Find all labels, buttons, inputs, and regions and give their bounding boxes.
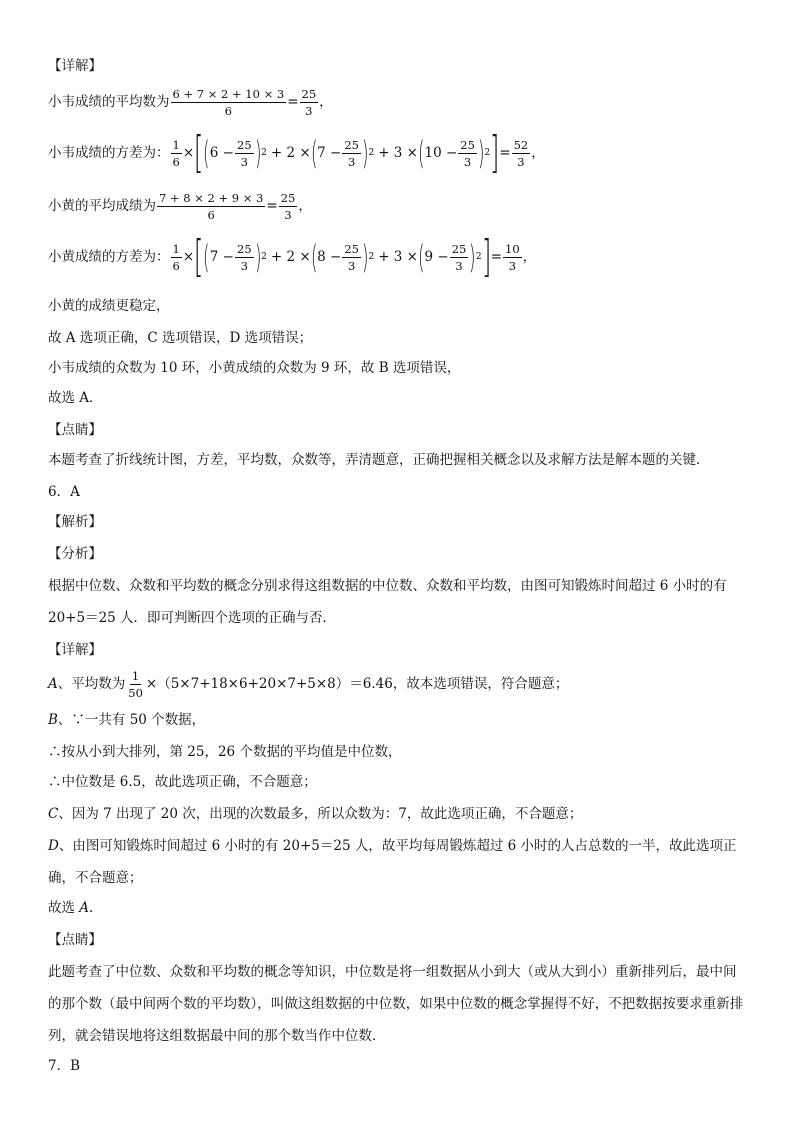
numerator: 1 [172, 137, 180, 152]
choose-letter: A [79, 900, 90, 916]
denominator: 3 [240, 258, 248, 273]
huang-var-prefix: 小黄成绩的方差为： [48, 249, 170, 265]
left-paren: ( [418, 238, 425, 276]
dianjing-text-6: 此题考查了中位数、众数和平均数的概念等知识，中位数是将一组数据从小到大（或从大到小）重新排列后，最中间的那个数（最中间两个数的平均数），叫做这组数据的中位数，如果中位数的概念掌握得不好，不把数据按要求重新排列，就会错误地将这组数据最中间的那个数当作中位数． [48, 964, 744, 1044]
option-c-label: C [48, 806, 59, 822]
denominator: 3 [348, 258, 356, 273]
heading-fenxi: 【分析】 [48, 546, 102, 562]
option-b-label: B [48, 712, 58, 728]
option-b-line-2: ∴按从小到大排列，第 25，26 个数据的平均值是中位数， [48, 744, 402, 760]
heading-dianjing: 【点睛】 [48, 422, 102, 438]
term: + 3 × [378, 249, 418, 265]
option-a-prefix: 、平均数为 [57, 676, 126, 692]
huang-mean-line [48, 188, 312, 224]
wei-mean-numerator: 6 + 7 × 2 + 10 × 3 [172, 86, 285, 101]
choose-line-6 [48, 898, 103, 918]
wei-mean-denominator: 6 [224, 103, 232, 118]
denominator: 6 [207, 207, 215, 222]
left-paren: ( [310, 134, 318, 172]
ac-conclusion-line: 故 A 选项正确，C 选项错误，D 选项错误； [48, 330, 313, 346]
numerator: 25 [344, 241, 359, 256]
right-paren: ) [469, 238, 476, 276]
term: 6 − [209, 145, 234, 161]
equals: = [287, 94, 299, 110]
numerator: 1 [172, 241, 180, 256]
comma: ， [298, 198, 312, 214]
left-paren: ( [203, 238, 210, 276]
term: 7 − [317, 145, 342, 161]
denominator: 3 [463, 154, 472, 169]
huang-variance-result [503, 242, 522, 273]
equals: = [499, 145, 511, 161]
times: × [182, 249, 195, 265]
option-a-line [48, 666, 568, 702]
denominator: 3 [240, 154, 248, 169]
huang-variance-line [48, 232, 536, 282]
square: 2 [475, 252, 482, 262]
denominator: 3 [455, 258, 463, 273]
numerator: 52 [513, 137, 529, 152]
fraction [342, 242, 361, 273]
denominator: 3 [517, 154, 525, 169]
numerator: 25 [460, 137, 475, 152]
option-d-label: D [48, 838, 59, 854]
numerator: 7 + 8 × 2 + 9 × 3 [159, 190, 264, 205]
denominator: 50 [128, 685, 143, 700]
square: 2 [261, 148, 267, 158]
heading-jiexi: 【解析】 [48, 514, 102, 530]
question-7-number: 7．B [48, 1058, 81, 1074]
wei-mean-fraction [171, 87, 287, 118]
denominator: 6 [172, 258, 180, 273]
wei-variance-result [512, 138, 531, 169]
stable-line: 小黄的成绩更稳定， [48, 298, 170, 314]
huang-mean-result [279, 191, 298, 222]
choose-suffix: ． [89, 900, 103, 916]
wei-mean-result [300, 87, 319, 118]
term: + 3 × [378, 145, 418, 161]
numerator: 1 [131, 668, 140, 683]
wei-mean-line [48, 84, 333, 120]
left-paren: ( [418, 134, 425, 172]
dianjing-text: 本题考查了折线统计图，方差，平均数，众数等，弄清题意，正确把握相关概念以及求解方法是解本题的关键． [48, 452, 710, 468]
fraction [235, 242, 254, 273]
square: 2 [368, 252, 375, 262]
right-paren: ) [478, 134, 485, 172]
numerator: 25 [237, 137, 252, 152]
term: + 2 × [270, 145, 311, 161]
right-paren: ) [254, 238, 262, 276]
equals: = [490, 249, 503, 265]
option-c-line [48, 804, 582, 824]
left-bracket: [ [194, 127, 204, 178]
option-b-line-3: ∴中位数是 6.5，故此选项正确，不合题意； [48, 774, 317, 790]
numerator: 10 [505, 241, 520, 256]
left-paren: ( [310, 238, 318, 276]
numerator: 25 [451, 241, 467, 256]
numerator: 25 [301, 86, 317, 101]
right-paren: ) [362, 238, 369, 276]
option-d-text: 、由图可知锻炼时间超过 6 小时的有 20+5＝25 人，故平均每周锻炼超过 6 小时的人占总数的一半，故此选项正确，不合题意； [48, 838, 737, 886]
option-c-text: 、因为 7 出现了 20 次，出现的次数最多，所以众数为：7，故此选项正确，不合题意； [58, 806, 583, 822]
fenxi-text: 根据中位数、众数和平均数的概念分别求得这组数据的中位数、众数和平均数，由图可知锻炼时间超过 6 小时的有 20+5＝25 人．即可判断四个选项的正确与否． [48, 578, 727, 626]
option-a-suffix: ×（5×7+18×6+20×7+5×8）＝6.46，故本选项错误，符合题意； [145, 676, 569, 692]
left-paren: ( [203, 134, 210, 172]
heading-dianjing-6: 【点睛】 [48, 932, 102, 948]
square: 2 [484, 148, 491, 158]
term: 10 − [424, 145, 458, 161]
heading-xiangjie: 【详解】 [48, 58, 102, 74]
equals: = [266, 198, 278, 214]
option-b-text: 、∵一共有 50 个数据， [57, 712, 206, 728]
square: 2 [261, 252, 267, 262]
right-paren: ) [254, 134, 262, 172]
choose-prefix: 故选 [48, 900, 80, 916]
wei-var-prefix: 小韦成绩的方差为： [48, 145, 170, 161]
huang-mean-prefix: 小黄的平均成绩为 [48, 198, 156, 214]
wei-mean-prefix: 小韦成绩的平均数为 [48, 94, 170, 110]
one-sixth [171, 242, 182, 273]
option-b-line [48, 710, 205, 730]
right-bracket: ] [489, 127, 500, 178]
numerator: 25 [344, 137, 359, 152]
heading-xiangjie-6: 【详解】 [48, 642, 102, 658]
denominator: 3 [305, 103, 313, 118]
one-sixth [171, 138, 182, 169]
right-paren: ) [362, 134, 369, 172]
square: 2 [368, 148, 375, 158]
denominator: 6 [172, 154, 180, 169]
denominator: 3 [348, 154, 356, 169]
huang-mean-fraction [157, 191, 265, 222]
option-d-line [48, 830, 748, 894]
comma: ， [522, 249, 537, 265]
term: 7 − [209, 249, 234, 265]
term: 9 − [424, 249, 449, 265]
right-bracket: ] [481, 231, 491, 282]
left-bracket: [ [194, 231, 204, 282]
term: 8 − [317, 249, 342, 265]
numerator: 25 [237, 241, 252, 256]
mode-line: 小韦成绩的众数为 10 环，小黄成绩的众数为 9 环，故 B 选项错误， [48, 360, 461, 376]
numerator: 25 [280, 190, 296, 205]
term: + 2 × [270, 249, 311, 265]
times: × [182, 145, 195, 161]
one-fiftieth [126, 669, 145, 700]
question-6-number: 6．A [48, 484, 80, 500]
fraction [458, 138, 477, 169]
fraction [235, 138, 254, 169]
option-a-label: A [48, 676, 58, 692]
fraction [450, 242, 469, 273]
denominator: 3 [284, 207, 292, 222]
choose-line: 故选 A． [48, 390, 103, 406]
denominator: 3 [508, 258, 517, 273]
wei-variance-line [48, 128, 545, 178]
comma: ， [531, 145, 545, 161]
comma: ， [319, 94, 333, 110]
fraction [342, 138, 361, 169]
